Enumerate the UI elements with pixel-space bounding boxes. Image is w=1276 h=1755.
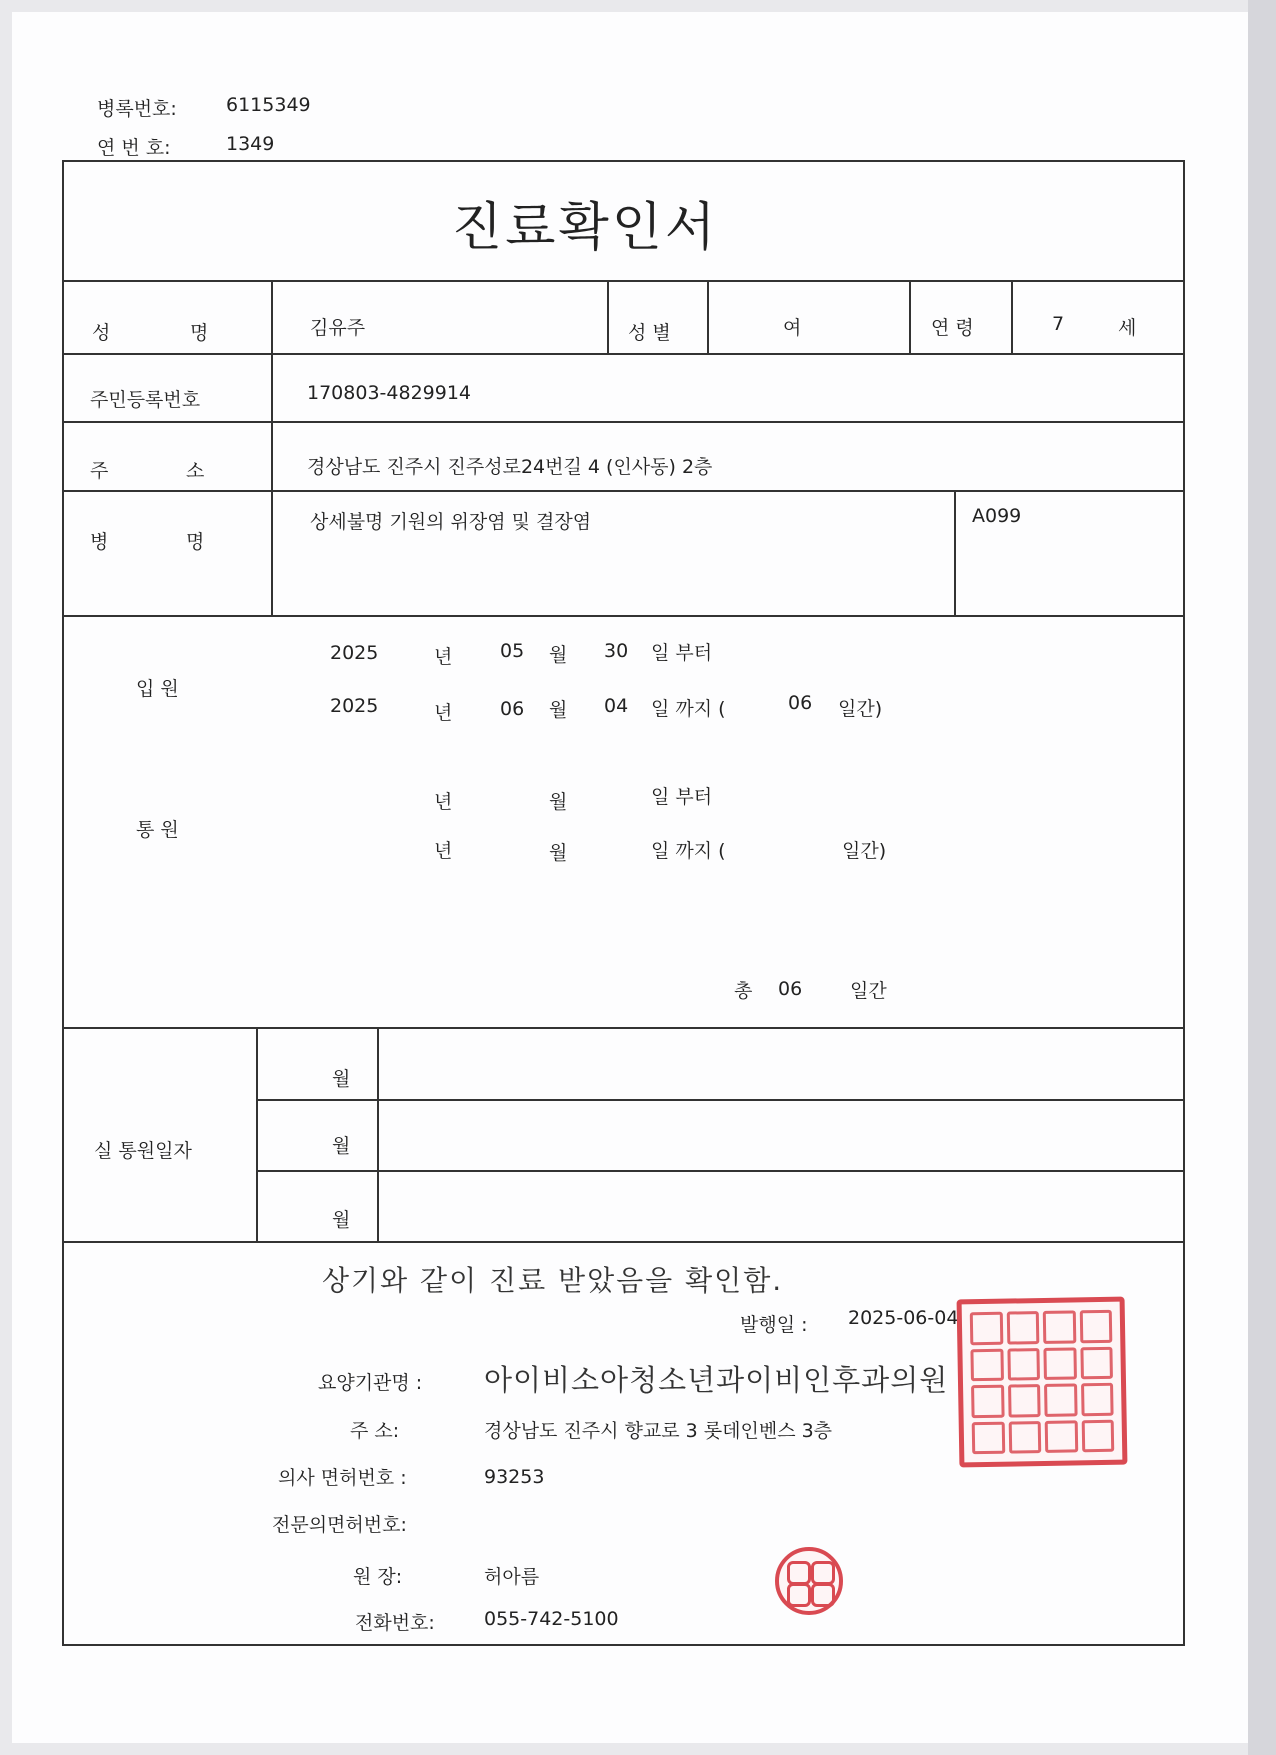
admission-from-day: 30 xyxy=(604,640,629,662)
phone-number: 055-742-5100 xyxy=(484,1608,619,1630)
record-number: 6115349 xyxy=(226,94,311,116)
patient-rrn: 170803-4829914 xyxy=(307,382,472,404)
sex-label: 성 별 xyxy=(628,322,671,344)
name-label-b: 명 xyxy=(190,322,209,344)
divider xyxy=(954,490,956,615)
year-unit: 년 xyxy=(434,646,453,668)
total-days: 06 xyxy=(778,978,803,1000)
year-unit: 년 xyxy=(434,840,453,862)
divider xyxy=(377,1027,379,1241)
age-unit: 세 xyxy=(1118,317,1137,339)
specialist-license-label: 전문의면허번호: xyxy=(272,1514,407,1536)
director-seal xyxy=(775,1547,843,1615)
institution-name: 아이비소아청소년과이비인후과의원 xyxy=(484,1363,949,1397)
institution-label: 요양기관명 : xyxy=(318,1372,423,1394)
diagnosis-label-a: 병 xyxy=(90,531,109,553)
address-label-b: 소 xyxy=(186,460,205,482)
admission-days: 06 xyxy=(788,692,813,714)
outpatient-label: 통 원 xyxy=(136,819,179,841)
visit-month: 월 xyxy=(332,1209,351,1231)
admission-from-year: 2025 xyxy=(330,642,379,664)
director-label: 원 장: xyxy=(353,1566,403,1588)
institution-seal xyxy=(957,1297,1128,1468)
institution-address-label: 주 소: xyxy=(350,1420,400,1442)
address-label-a: 주 xyxy=(90,460,109,482)
license-number: 93253 xyxy=(484,1466,545,1488)
license-label: 의사 면허번호 : xyxy=(278,1467,407,1489)
divider xyxy=(62,421,1183,423)
to-suffix: 일 까지 ( xyxy=(651,698,726,720)
divider xyxy=(256,1170,1183,1172)
visit-dates-label: 실 통원일자 xyxy=(94,1140,192,1162)
diagnosis-label-b: 명 xyxy=(186,531,205,553)
director-name: 허아름 xyxy=(484,1566,540,1588)
admission-from-month: 05 xyxy=(500,640,525,662)
month-unit: 월 xyxy=(549,842,568,864)
admission-to-day: 04 xyxy=(604,695,629,717)
total-prefix: 총 xyxy=(734,980,753,1002)
diagnosis-name: 상세불명 기원의 위장염 및 결장염 xyxy=(310,511,592,533)
visit-month: 월 xyxy=(332,1068,351,1090)
to-suffix: 일 까지 ( xyxy=(651,840,726,862)
from-suffix: 일 부터 xyxy=(651,786,713,808)
month-unit: 월 xyxy=(549,791,568,813)
month-unit: 월 xyxy=(549,699,568,721)
rrn-label: 주민등록번호 xyxy=(90,389,201,411)
divider xyxy=(256,1027,258,1241)
divider xyxy=(909,280,911,353)
divider xyxy=(256,1099,1183,1101)
from-suffix: 일 부터 xyxy=(651,642,713,664)
patient-name: 김유주 xyxy=(310,317,366,339)
total-suffix: 일간 xyxy=(850,980,887,1002)
diagnosis-code: A099 xyxy=(972,505,1022,527)
month-unit: 월 xyxy=(549,644,568,666)
institution-address: 경상남도 진주시 향교로 3 롯데인벤스 3층 xyxy=(484,1420,833,1442)
year-unit: 년 xyxy=(434,791,453,813)
divider xyxy=(62,1027,1183,1029)
divider xyxy=(62,280,1183,282)
patient-sex: 여 xyxy=(783,317,802,339)
document-title: 진료확인서 xyxy=(452,198,719,258)
issue-date: 2025-06-04 xyxy=(848,1307,959,1329)
divider xyxy=(707,280,709,353)
page-edge xyxy=(1248,0,1276,1755)
days-suffix: 일간) xyxy=(842,840,887,862)
visit-month: 월 xyxy=(332,1135,351,1157)
serial-number-label: 연 번 호: xyxy=(97,137,171,159)
divider xyxy=(62,353,1183,355)
divider xyxy=(1011,280,1013,353)
confirmation-statement: 상기와 같이 진료 받았음을 확인함. xyxy=(322,1264,784,1297)
days-suffix: 일간) xyxy=(838,698,883,720)
patient-address: 경상남도 진주시 진주성로24번길 4 (인사동) 2층 xyxy=(307,456,713,478)
admission-to-year: 2025 xyxy=(330,695,379,717)
name-label-a: 성 xyxy=(92,322,111,344)
year-unit: 년 xyxy=(434,702,453,724)
admission-label: 입 원 xyxy=(136,678,179,700)
admission-to-month: 06 xyxy=(500,698,525,720)
divider xyxy=(607,280,609,353)
issue-date-label: 발행일 : xyxy=(740,1314,808,1336)
divider xyxy=(62,1241,1183,1243)
patient-age: 7 xyxy=(1052,313,1065,335)
serial-number: 1349 xyxy=(226,133,275,155)
record-number-label: 병록번호: xyxy=(97,98,177,120)
age-label: 연 령 xyxy=(931,317,974,339)
divider xyxy=(62,615,1183,617)
divider xyxy=(62,490,1183,492)
divider xyxy=(271,280,273,617)
phone-label: 전화번호: xyxy=(355,1612,435,1634)
